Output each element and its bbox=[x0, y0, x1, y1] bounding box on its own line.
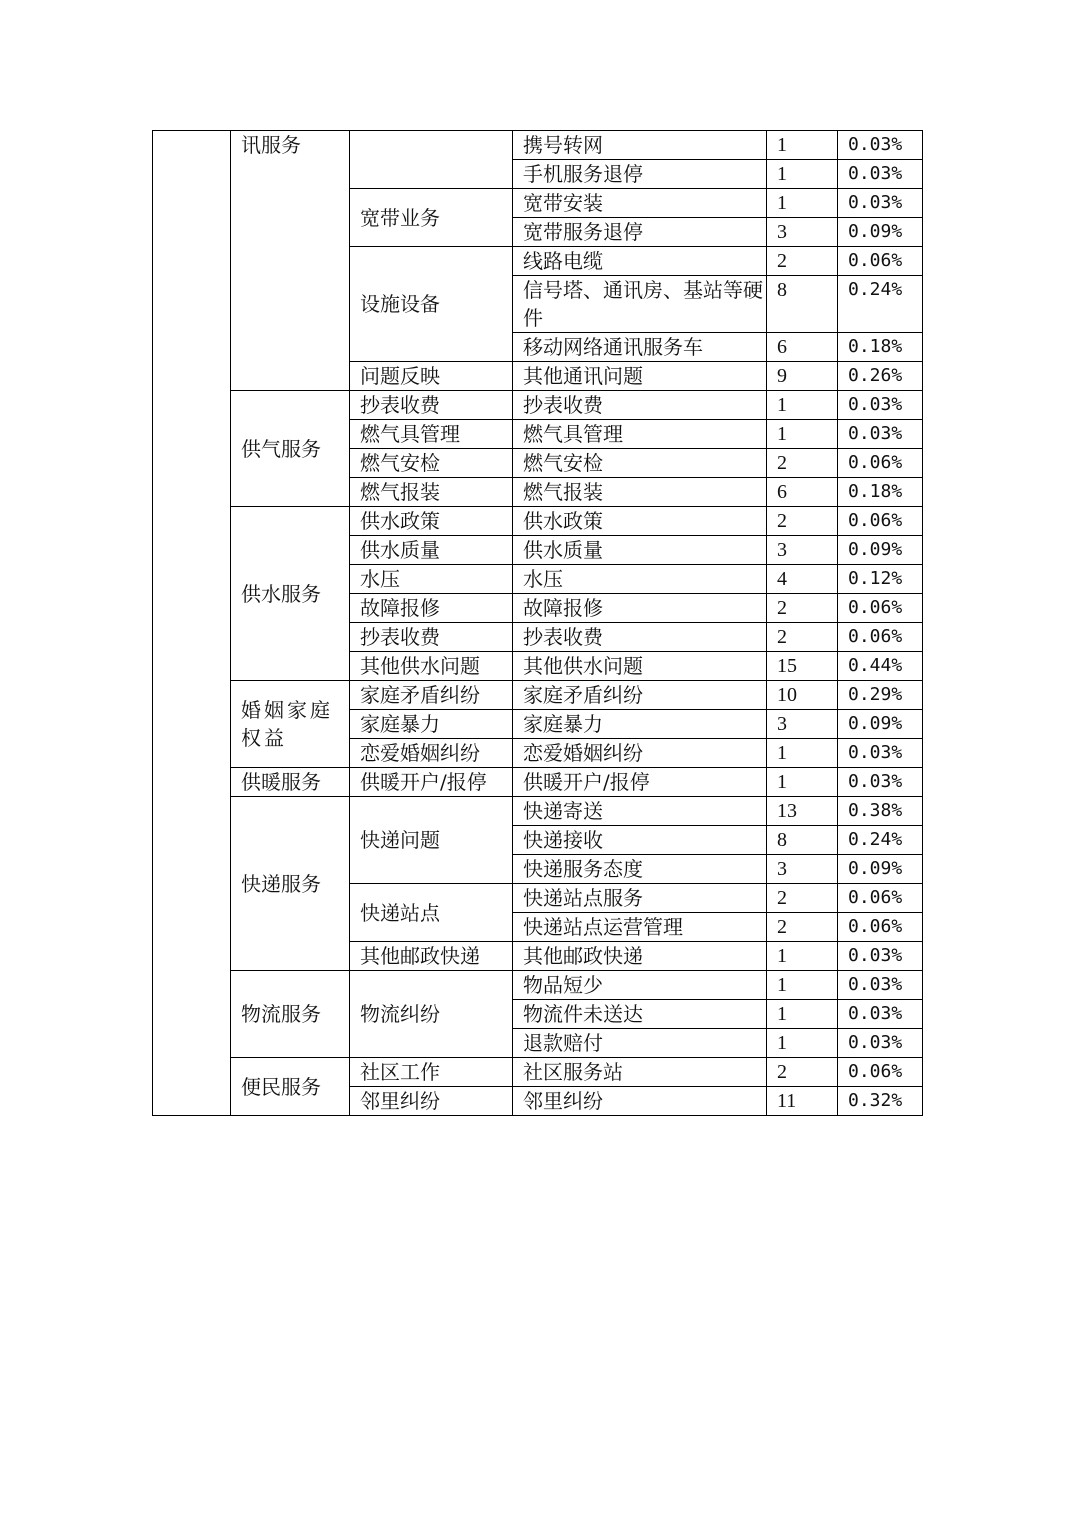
count-cell: 1 bbox=[767, 160, 838, 189]
subcategory-cell: 社区工作 bbox=[350, 1058, 513, 1087]
count-cell: 6 bbox=[767, 333, 838, 362]
percent-cell: 0.03% bbox=[838, 160, 923, 189]
item-cell: 手机服务退停 bbox=[513, 160, 767, 189]
count-cell: 13 bbox=[767, 797, 838, 826]
item-cell: 快递站点运营管理 bbox=[513, 913, 767, 942]
item-cell: 物流件未送达 bbox=[513, 1000, 767, 1029]
item-cell: 快递寄送 bbox=[513, 797, 767, 826]
item-cell: 物品短少 bbox=[513, 971, 767, 1000]
count-cell: 6 bbox=[767, 478, 838, 507]
count-cell: 2 bbox=[767, 1058, 838, 1087]
table-row bbox=[153, 797, 923, 826]
percent-cell: 0.32% bbox=[838, 1087, 923, 1116]
percent-cell: 0.03% bbox=[838, 1029, 923, 1058]
subcategory-cell: 其他邮政快递 bbox=[350, 942, 513, 971]
subcategory-cell: 家庭暴力 bbox=[350, 710, 513, 739]
count-cell: 2 bbox=[767, 594, 838, 623]
percent-cell: 0.09% bbox=[838, 218, 923, 247]
subcategory-cell: 其他供水问题 bbox=[350, 652, 513, 681]
percent-cell: 0.06% bbox=[838, 623, 923, 652]
count-cell: 8 bbox=[767, 276, 838, 333]
count-cell: 1 bbox=[767, 1000, 838, 1029]
percent-cell: 0.18% bbox=[838, 478, 923, 507]
subcategory-cell: 燃气具管理 bbox=[350, 420, 513, 449]
count-cell: 1 bbox=[767, 971, 838, 1000]
item-cell: 燃气具管理 bbox=[513, 420, 767, 449]
complaint-category-table bbox=[152, 130, 923, 1116]
percent-cell: 0.06% bbox=[838, 247, 923, 276]
table-row bbox=[153, 768, 923, 797]
percent-cell: 0.03% bbox=[838, 739, 923, 768]
percent-cell: 0.24% bbox=[838, 276, 923, 333]
percent-cell: 0.12% bbox=[838, 565, 923, 594]
percent-cell: 0.29% bbox=[838, 681, 923, 710]
category-cell: 物流服务 bbox=[231, 971, 350, 1058]
percent-cell: 0.03% bbox=[838, 942, 923, 971]
subcategory-cell: 供暖开户/报停 bbox=[350, 768, 513, 797]
percent-cell: 0.03% bbox=[838, 131, 923, 160]
percent-cell: 0.26% bbox=[838, 362, 923, 391]
subcategory-cell: 问题反映 bbox=[350, 362, 513, 391]
count-cell: 3 bbox=[767, 855, 838, 884]
subcategory-cell: 燃气安检 bbox=[350, 449, 513, 478]
percent-cell: 0.03% bbox=[838, 768, 923, 797]
item-cell: 燃气安检 bbox=[513, 449, 767, 478]
item-cell: 邻里纠纷 bbox=[513, 1087, 767, 1116]
count-cell: 1 bbox=[767, 1029, 838, 1058]
percent-cell: 0.03% bbox=[838, 189, 923, 218]
subcategory-cell: 抄表收费 bbox=[350, 623, 513, 652]
count-cell: 2 bbox=[767, 449, 838, 478]
item-cell: 家庭矛盾纠纷 bbox=[513, 681, 767, 710]
percent-cell: 0.03% bbox=[838, 1000, 923, 1029]
subcategory-cell: 恋爱婚姻纠纷 bbox=[350, 739, 513, 768]
count-cell: 1 bbox=[767, 189, 838, 218]
count-cell: 4 bbox=[767, 565, 838, 594]
percent-cell: 0.09% bbox=[838, 710, 923, 739]
percent-cell: 0.06% bbox=[838, 884, 923, 913]
percent-cell: 0.03% bbox=[838, 391, 923, 420]
percent-cell: 0.18% bbox=[838, 333, 923, 362]
category-cell: 讯服务 bbox=[231, 131, 350, 391]
item-cell: 故障报修 bbox=[513, 594, 767, 623]
subcategory-cell: 供水政策 bbox=[350, 507, 513, 536]
item-cell: 其他通讯问题 bbox=[513, 362, 767, 391]
count-cell: 1 bbox=[767, 739, 838, 768]
percent-cell: 0.24% bbox=[838, 826, 923, 855]
count-cell: 11 bbox=[767, 1087, 838, 1116]
count-cell: 2 bbox=[767, 507, 838, 536]
item-cell: 携号转网 bbox=[513, 131, 767, 160]
percent-cell: 0.03% bbox=[838, 420, 923, 449]
count-cell: 10 bbox=[767, 681, 838, 710]
count-cell: 3 bbox=[767, 710, 838, 739]
item-cell: 快递服务态度 bbox=[513, 855, 767, 884]
table-row bbox=[153, 971, 923, 1000]
count-cell: 3 bbox=[767, 218, 838, 247]
count-cell: 1 bbox=[767, 942, 838, 971]
count-cell: 8 bbox=[767, 826, 838, 855]
subcategory-cell: 快递站点 bbox=[350, 884, 513, 942]
item-cell: 家庭暴力 bbox=[513, 710, 767, 739]
item-cell: 宽带服务退停 bbox=[513, 218, 767, 247]
category-cell: 婚姻家庭权益 bbox=[231, 681, 350, 768]
table-row bbox=[153, 131, 923, 160]
category-cell: 快递服务 bbox=[231, 797, 350, 971]
item-cell: 其他邮政快递 bbox=[513, 942, 767, 971]
item-cell: 供水政策 bbox=[513, 507, 767, 536]
item-cell: 移动网络通讯服务车 bbox=[513, 333, 767, 362]
item-cell: 退款赔付 bbox=[513, 1029, 767, 1058]
subcategory-cell: 燃气报装 bbox=[350, 478, 513, 507]
item-cell: 供水质量 bbox=[513, 536, 767, 565]
blank-first-column bbox=[153, 131, 231, 1116]
table-row bbox=[153, 391, 923, 420]
subcategory-cell: 邻里纠纷 bbox=[350, 1087, 513, 1116]
subcategory-cell: 故障报修 bbox=[350, 594, 513, 623]
percent-cell: 0.03% bbox=[838, 971, 923, 1000]
subcategory-cell: 水压 bbox=[350, 565, 513, 594]
item-cell: 线路电缆 bbox=[513, 247, 767, 276]
count-cell: 1 bbox=[767, 768, 838, 797]
item-cell: 社区服务站 bbox=[513, 1058, 767, 1087]
percent-cell: 0.06% bbox=[838, 913, 923, 942]
percent-cell: 0.06% bbox=[838, 507, 923, 536]
item-cell: 宽带安装 bbox=[513, 189, 767, 218]
subcategory-cell: 设施设备 bbox=[350, 247, 513, 362]
count-cell: 2 bbox=[767, 623, 838, 652]
item-cell: 燃气报装 bbox=[513, 478, 767, 507]
item-cell: 信号塔、通讯房、基站等硬件 bbox=[513, 276, 767, 333]
count-cell: 2 bbox=[767, 913, 838, 942]
category-cell: 供暖服务 bbox=[231, 768, 350, 797]
subcategory-cell: 抄表收费 bbox=[350, 391, 513, 420]
item-cell: 供暖开户/报停 bbox=[513, 768, 767, 797]
count-cell: 2 bbox=[767, 247, 838, 276]
count-cell: 1 bbox=[767, 391, 838, 420]
percent-cell: 0.09% bbox=[838, 855, 923, 884]
count-cell: 15 bbox=[767, 652, 838, 681]
subcategory-cell: 宽带业务 bbox=[350, 189, 513, 247]
table-row bbox=[153, 1058, 923, 1087]
subcategory-cell: 供水质量 bbox=[350, 536, 513, 565]
item-cell: 抄表收费 bbox=[513, 623, 767, 652]
item-cell: 水压 bbox=[513, 565, 767, 594]
count-cell: 1 bbox=[767, 131, 838, 160]
table-row bbox=[153, 681, 923, 710]
percent-cell: 0.09% bbox=[838, 536, 923, 565]
item-cell: 快递接收 bbox=[513, 826, 767, 855]
percent-cell: 0.06% bbox=[838, 594, 923, 623]
percent-cell: 0.06% bbox=[838, 449, 923, 478]
item-cell: 抄表收费 bbox=[513, 391, 767, 420]
subcategory-cell: 快递问题 bbox=[350, 797, 513, 884]
category-cell: 供水服务 bbox=[231, 507, 350, 681]
percent-cell: 0.38% bbox=[838, 797, 923, 826]
subcategory-cell: 家庭矛盾纠纷 bbox=[350, 681, 513, 710]
count-cell: 1 bbox=[767, 420, 838, 449]
item-cell: 恋爱婚姻纠纷 bbox=[513, 739, 767, 768]
item-cell: 快递站点服务 bbox=[513, 884, 767, 913]
subcategory-cell bbox=[350, 131, 513, 189]
count-cell: 9 bbox=[767, 362, 838, 391]
percent-cell: 0.06% bbox=[838, 1058, 923, 1087]
subcategory-cell: 物流纠纷 bbox=[350, 971, 513, 1058]
category-cell: 供气服务 bbox=[231, 391, 350, 507]
percent-cell: 0.44% bbox=[838, 652, 923, 681]
count-cell: 2 bbox=[767, 884, 838, 913]
count-cell: 3 bbox=[767, 536, 838, 565]
category-cell: 便民服务 bbox=[231, 1058, 350, 1116]
item-cell: 其他供水问题 bbox=[513, 652, 767, 681]
table-row bbox=[153, 507, 923, 536]
